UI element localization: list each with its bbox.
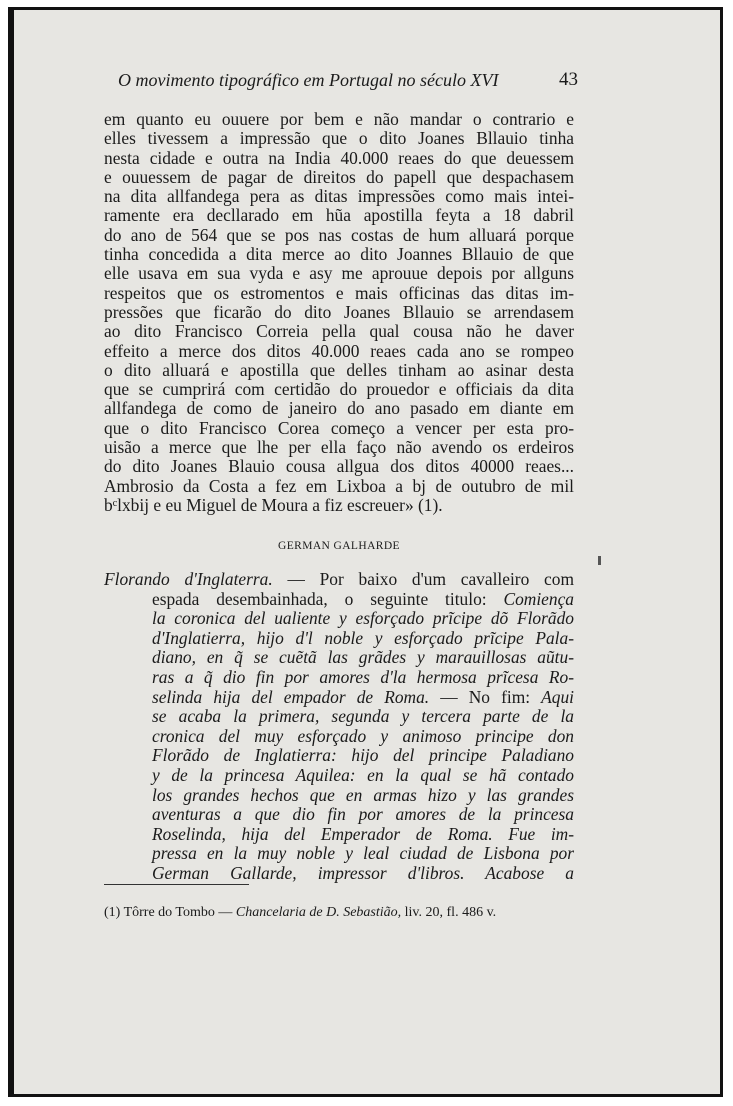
text-line: allfandega de como de janeiro do ano pasado em diante em [104, 398, 574, 419]
text-line: do ano de 564 que se pos nas costas de hum alluará porque [104, 224, 574, 245]
footnote-rule [104, 884, 249, 885]
entry-quote-line: y de la princesa Aquilea: en la qual se hã contado [152, 764, 574, 785]
entry-quote-line: se acaba la primera, segunda y tercera parte de la [152, 706, 574, 727]
entry-quote-line: ras a q̃ dio fin por amores d'la hermosa prĩcesa Ro- [152, 666, 574, 687]
text-line: elles tivessem a impressão que o dito Joanes Bllauio tinha [104, 128, 574, 149]
footnote-marker: (1) Tôrre do Tombo — [104, 905, 236, 920]
entry-quote-line: d'Inglatierra, hijo d'l noble y esforçado prĩcipe Pala- [152, 627, 574, 648]
entry-quote-line: pressa en la muy noble y leal ciudad de Lisbona por [152, 843, 574, 864]
text-line: nesta cidade e outra na India 40.000 reaes do que deuessem [104, 147, 574, 168]
entry-line [104, 570, 574, 590]
text-line: do dito Joanes Blauio cousa allgua dos ditos 40000 reaes... [104, 456, 574, 477]
entry-quote-line: diano, en q̃ se cuẽtã las grãdes y marauillosas aũtu- [152, 647, 574, 668]
text-line: na dita allfandega pera as ditas impressões como mais intei- [104, 186, 574, 207]
entry-line [104, 688, 574, 708]
entry-quote-line: Roselinda, hija del Emperador de Roma. Fue im- [152, 823, 574, 844]
entry-quote-line: Florãdo de Inglatierra: hijo del principe Paladiano [152, 745, 574, 766]
text-line: pressões que ficarão do dito Joanes Bllauio se arrendasem [104, 301, 574, 322]
entry-text: espada desembainhada, o seguinte titulo: [152, 588, 504, 609]
running-head [118, 66, 578, 94]
text-line: Ambrosio da Costa a fez em Lixboa a bj de outubro de mil [104, 475, 574, 496]
entry-text: — No fim: [429, 686, 542, 707]
text-line: effeito a merce dos ditos 40.000 reaes cada ano se rompeo [104, 340, 574, 361]
text-line: ao dito Francisco Correia pella qual cousa não he daver [104, 321, 574, 342]
text-line: tinha concedida a dita merce ao dito Joannes Bllauio de que [104, 244, 574, 265]
text-line: o dito alluará e apostilla que delles tinham ao asinar desta [104, 359, 574, 380]
entry-quote-line: la coronica del ualiente y esforçado prĩcipe dõ Florãdo [152, 608, 574, 629]
text-line: e ouuessem de pagar de direitos do papell que despachasem [104, 166, 574, 187]
entry-quote-line: cronica del muy esforçado y animoso principe don [152, 725, 574, 746]
entry-quote: Aqui [541, 686, 574, 707]
footnote-ref: liv. 20, fl. 486 v. [401, 905, 497, 920]
entry-title: Florando d'Inglaterra. [104, 569, 273, 589]
running-title: O movimento tipográfico em Portugal no século XVI [118, 70, 499, 90]
page-number: 43 [559, 69, 578, 90]
ink-speck [598, 556, 601, 565]
entry-quote: Comiença [503, 588, 574, 609]
text-line: elle usava em sua vyda e asy me aprouue depois por allguns [104, 263, 574, 284]
bibliographic-entry [104, 570, 574, 884]
footnote-source: Chancelaria de D. Sebastião, [235, 905, 402, 920]
entry-quote-line: German Gallarde, impressor d'libros. Acabose a [152, 862, 574, 883]
footnote [104, 904, 584, 922]
text-line: que se cumprirá com certidão do prouedor e officiais da dita [104, 379, 574, 400]
text-line: ramente era decllarado em hũa apostilla feyta a 18 dabril [104, 205, 574, 226]
text-line: em quanto eu ouuere por bem e não mandar o contrario e [104, 109, 574, 129]
text-line: bᶜlxbij e eu Miguel de Moura a fiz escreuer» (1). [104, 494, 443, 515]
section-heading: GERMAN GALHARDE [278, 540, 400, 552]
text-line: que o dito Francisco Corea começo a vencer per esta pro- [104, 417, 574, 438]
entry-text: — Por baixo d'um cavalleiro com [272, 569, 574, 589]
entry-quote-line: los grandes hechos que en armas hizo y las grandes [152, 784, 574, 805]
text-line: uisão a merce que lhe per ella faço não avendo os erdeiros [104, 437, 574, 458]
entry-quote-line: aventuras a que dio fin por amores de la princesa [152, 804, 574, 825]
entry-line [104, 590, 574, 610]
document-excerpt [104, 110, 574, 515]
entry-quote: selinda hija del empador de Roma. [152, 686, 430, 707]
text-line: respeitos que os estromentos e mais officinas das ditas im- [104, 282, 574, 303]
